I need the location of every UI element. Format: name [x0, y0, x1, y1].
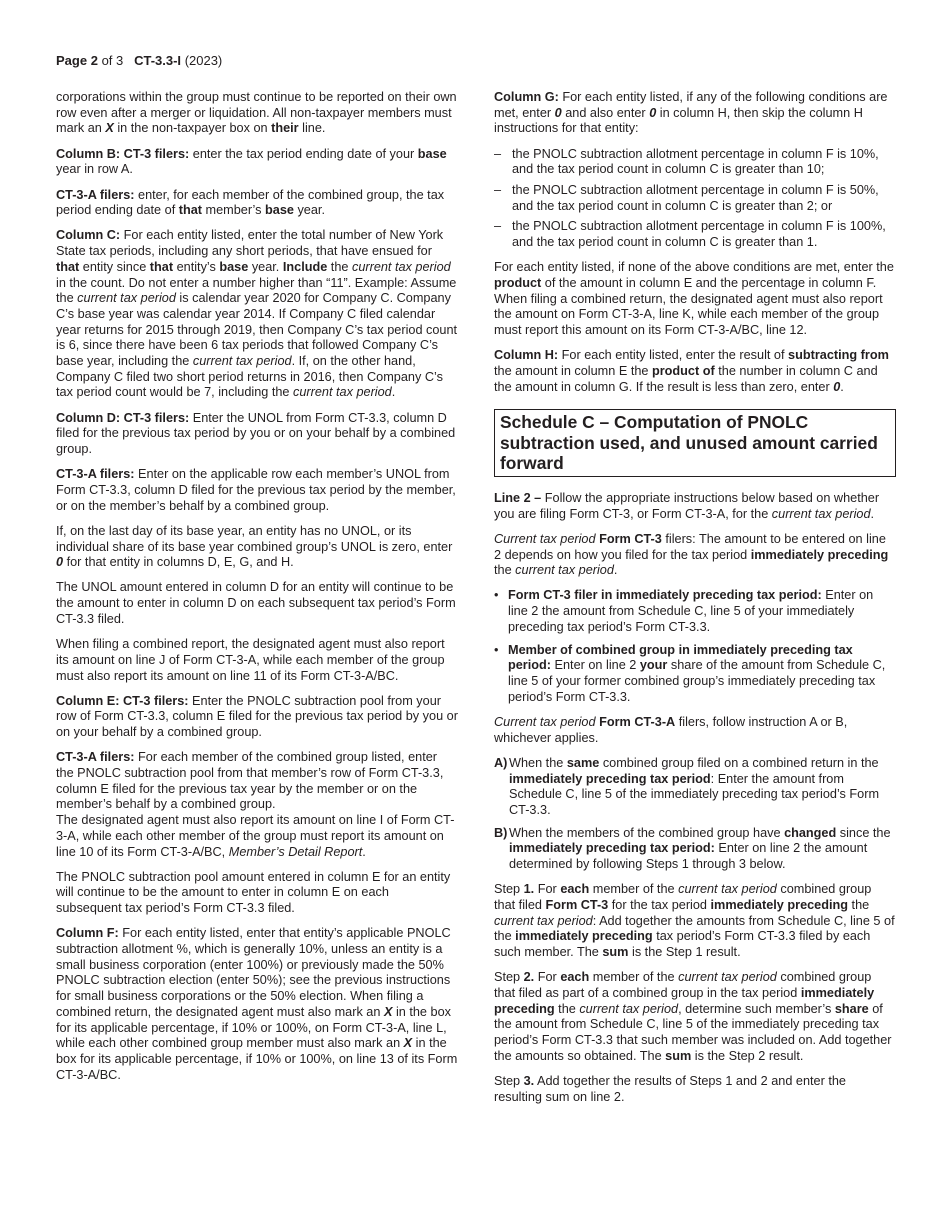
ct3-filers: Current tax period Form CT-3 filers: The amount to be entered on line 2 depends on how you filed for the tax period immediately preceding the current tax period.	[494, 531, 889, 578]
line-2: Line 2 – Follow the appropriate instructions below based on whether you are filing Form CT-3, or Form CT-3-A, for the current tax period.	[494, 490, 880, 521]
paragraph-intro: corporations within the group must continue to be reported on their own row even after a merger or liquidation. All non-taxpayer members must mark an X in the non-taxpayer box on their line.	[56, 90, 457, 136]
step-3: Step 3. Add together the results of Steps 1 and 2 and enter the resulting sum on line 2.	[494, 1073, 846, 1104]
column-c: Column C: For each entity listed, enter the total number of New York State tax periods, including any short periods, that have ensued for that entity since that entity’s base year. Include the current tax period in the count. Do not enter a number higher than “11”. Example: Assume the current tax period is calendar year 2020 for Company C. Company C’s base year was calendar year 2014. If Company C filed calendar year returns for 2015 through 2019, then Company C’s tax period count is 6, since there have been 6 tax periods that followed Company C’s base year, including the current tax period. If, on the other hand, Company C filed two short period returns in 2016, then Company C’s tax period count would be 7, including the current tax period.	[56, 228, 458, 400]
page-header	[56, 53, 222, 68]
designated-agent-note: The designated agent must also report its amount on line I of Form CT-3-A, while each other member of the group must report its amount on line 10 of its Form CT-3-A/BC, Member’s Detail Report.	[56, 813, 455, 859]
left-column	[56, 90, 458, 1093]
unol-continuation: The UNOL amount entered in column D for an entity will continue to be the amount to enter in column D on each subsequent tax period’s Form CT-3.3 filed.	[56, 580, 456, 626]
column-f: Column F: For each entity listed, enter that entity’s applicable PNOLC subtraction allotment %, which is generally 10%, unless an entity is a small business corporation (enter 100%) or previously made the 50% PNOLC subtraction election (enter 50%); see the previous instructions for small business corporations or the 50% election. When filing a combined return, the designated agent must also mark an X in the box for its applicable percentage, if 10% or 100%, on Form CT-3-A, line L, while each other combined group member must also mark an X in the box for its applicable percentage, if 10% or 100%, on line 13 of its Form CT-3-A/BC.	[56, 926, 458, 1082]
page-label: Page	[56, 53, 88, 68]
column-e-ct3: Column E: CT-3 filers: Enter the PNOLC subtraction pool from your row of Form CT-3.3, column E filed for the previous tax period by you or on your behalf by a combined group.	[56, 693, 458, 740]
list-item: – the PNOLC subtraction allotment percentage in column F is 100%, and the tax period count in column C is greater than 1.	[494, 219, 886, 250]
schedule-c-heading: Schedule C – Computation of PNOLC subtraction used, and unused amount carried forward	[494, 409, 896, 477]
column-g-product: For each entity listed, if none of the above conditions are met, enter the product of the amount in column E and the percentage in column F. When filing a combined return, the designated agent must also report the amount on Form CT-3-A, line K, while each member of the group must report this amount on its Form CT-3-A/BC, line 12.	[494, 260, 894, 338]
instruction-a: A) When the same combined group filed on a combined return in the immediately preceding tax period: Enter the amount from Schedule C, line 5 of the immediately preceding tax period’s Form CT-3.3.	[494, 755, 880, 817]
pnolc-pool-continuation: The PNOLC subtraction pool amount entered in column E for an entity will continue to be the amount to enter in column E on each subsequent tax period’s Form CT-3.3 filed.	[56, 869, 451, 916]
column-d-ct3a: CT-3-A filers: Enter on the applicable row each member’s UNOL from Form CT-3.3, column D filed for the previous tax period by the member, or on the member’s behalf by a combined group.	[56, 467, 456, 513]
list-item: – the PNOLC subtraction allotment percentage in column F is 10%, and the tax period count in column C is greater than 10;	[494, 146, 879, 177]
page-number: 2	[90, 53, 98, 68]
combined-report-note: When filing a combined report, the designated agent must also report its amount on line J of Form CT-3-A, while each member of the group must also report its amount on line 11 of its Form CT-3-A/BC.	[56, 637, 445, 683]
step-1: Step 1. For each member of the current tax period combined group that filed Form CT-3 for the tax period immediately preceding the current tax period: Add together the amounts from Schedule C, line 5 of the immediately preceding tax period’s Form CT-3.3 filed by each such member. The sum is the Step 1 result.	[494, 882, 895, 960]
column-h: Column H: For each entity listed, enter the result of subtracting from the amount in column E the product of the number in column C and the amount in column G. If the result is less than zero, enter 0.	[494, 348, 889, 394]
no-unol-note: If, on the last day of its base year, an entity has no UNOL, or its individual share of its base year combined group’s UNOL is zero, enter 0 for that entity in columns D, E, G, and H.	[56, 523, 453, 570]
column-b-ct3a: CT-3-A filers: enter, for each member of the combined group, the tax period ending date of that member’s base year.	[56, 187, 445, 218]
list-item: • Member of combined group in immediately preceding tax period: Enter on line 2 your share of the amount from Schedule C, line 5 of your former combined group’s immediately preceding tax period’s Form CT-3.3.	[494, 642, 886, 704]
column-e-ct3a: CT-3-A filers: For each member of the combined group listed, enter the PNOLC subtraction pool from that member’s row of Form CT-3.3, column E filed for the previous tax year by the member or on the member’s behalf by a combined group.	[56, 750, 444, 812]
column-d-ct3: Column D: CT-3 filers: Enter the UNOL from Form CT-3.3, column D filed for the previous tax period by you or on your behalf by a combined group.	[56, 410, 456, 457]
column-b-ct3: Column B: CT-3 filers: enter the tax period ending date of your base year in row A.	[56, 146, 447, 177]
form-number: CT-3.3-I	[134, 53, 182, 68]
page-of: of 3	[101, 53, 124, 68]
ct3a-filers: Current tax period Form CT-3-A filers, follow instruction A or B, whichever applies.	[494, 714, 848, 745]
list-item: – the PNOLC subtraction allotment percentage in column F is 50%, and the tax period count in column C is greater than 2; or	[494, 183, 879, 213]
form-year: (2023)	[184, 53, 223, 68]
step-2: Step 2. For each member of the current tax period combined group that filed as part of a combined group in the tax period immediately preceding the current tax period, determine such member’s share of the amount from Schedule C, line 5 of the immediately preceding tax period’s Form CT-3.3 that such member was included on. Add together the amounts so obtained. The sum is the Step 2 result.	[494, 970, 892, 1063]
instruction-b: B) When the members of the combined group have changed since the immediately preceding tax period: Enter on line 2 the amount determined by following Steps 1 through 3 below.	[494, 825, 891, 872]
list-item: • Form CT-3 filer in immediately preceding tax period: Enter on line 2 the amount from Schedule C, line 5 of your immediately preceding tax period’s Form CT-3.3.	[494, 588, 874, 634]
right-column	[494, 90, 896, 1115]
column-g: Column G: For each entity listed, if any of the following conditions are met, enter 0 and also enter 0 in column H, then skip the column H instructions for that entity:	[494, 90, 888, 136]
